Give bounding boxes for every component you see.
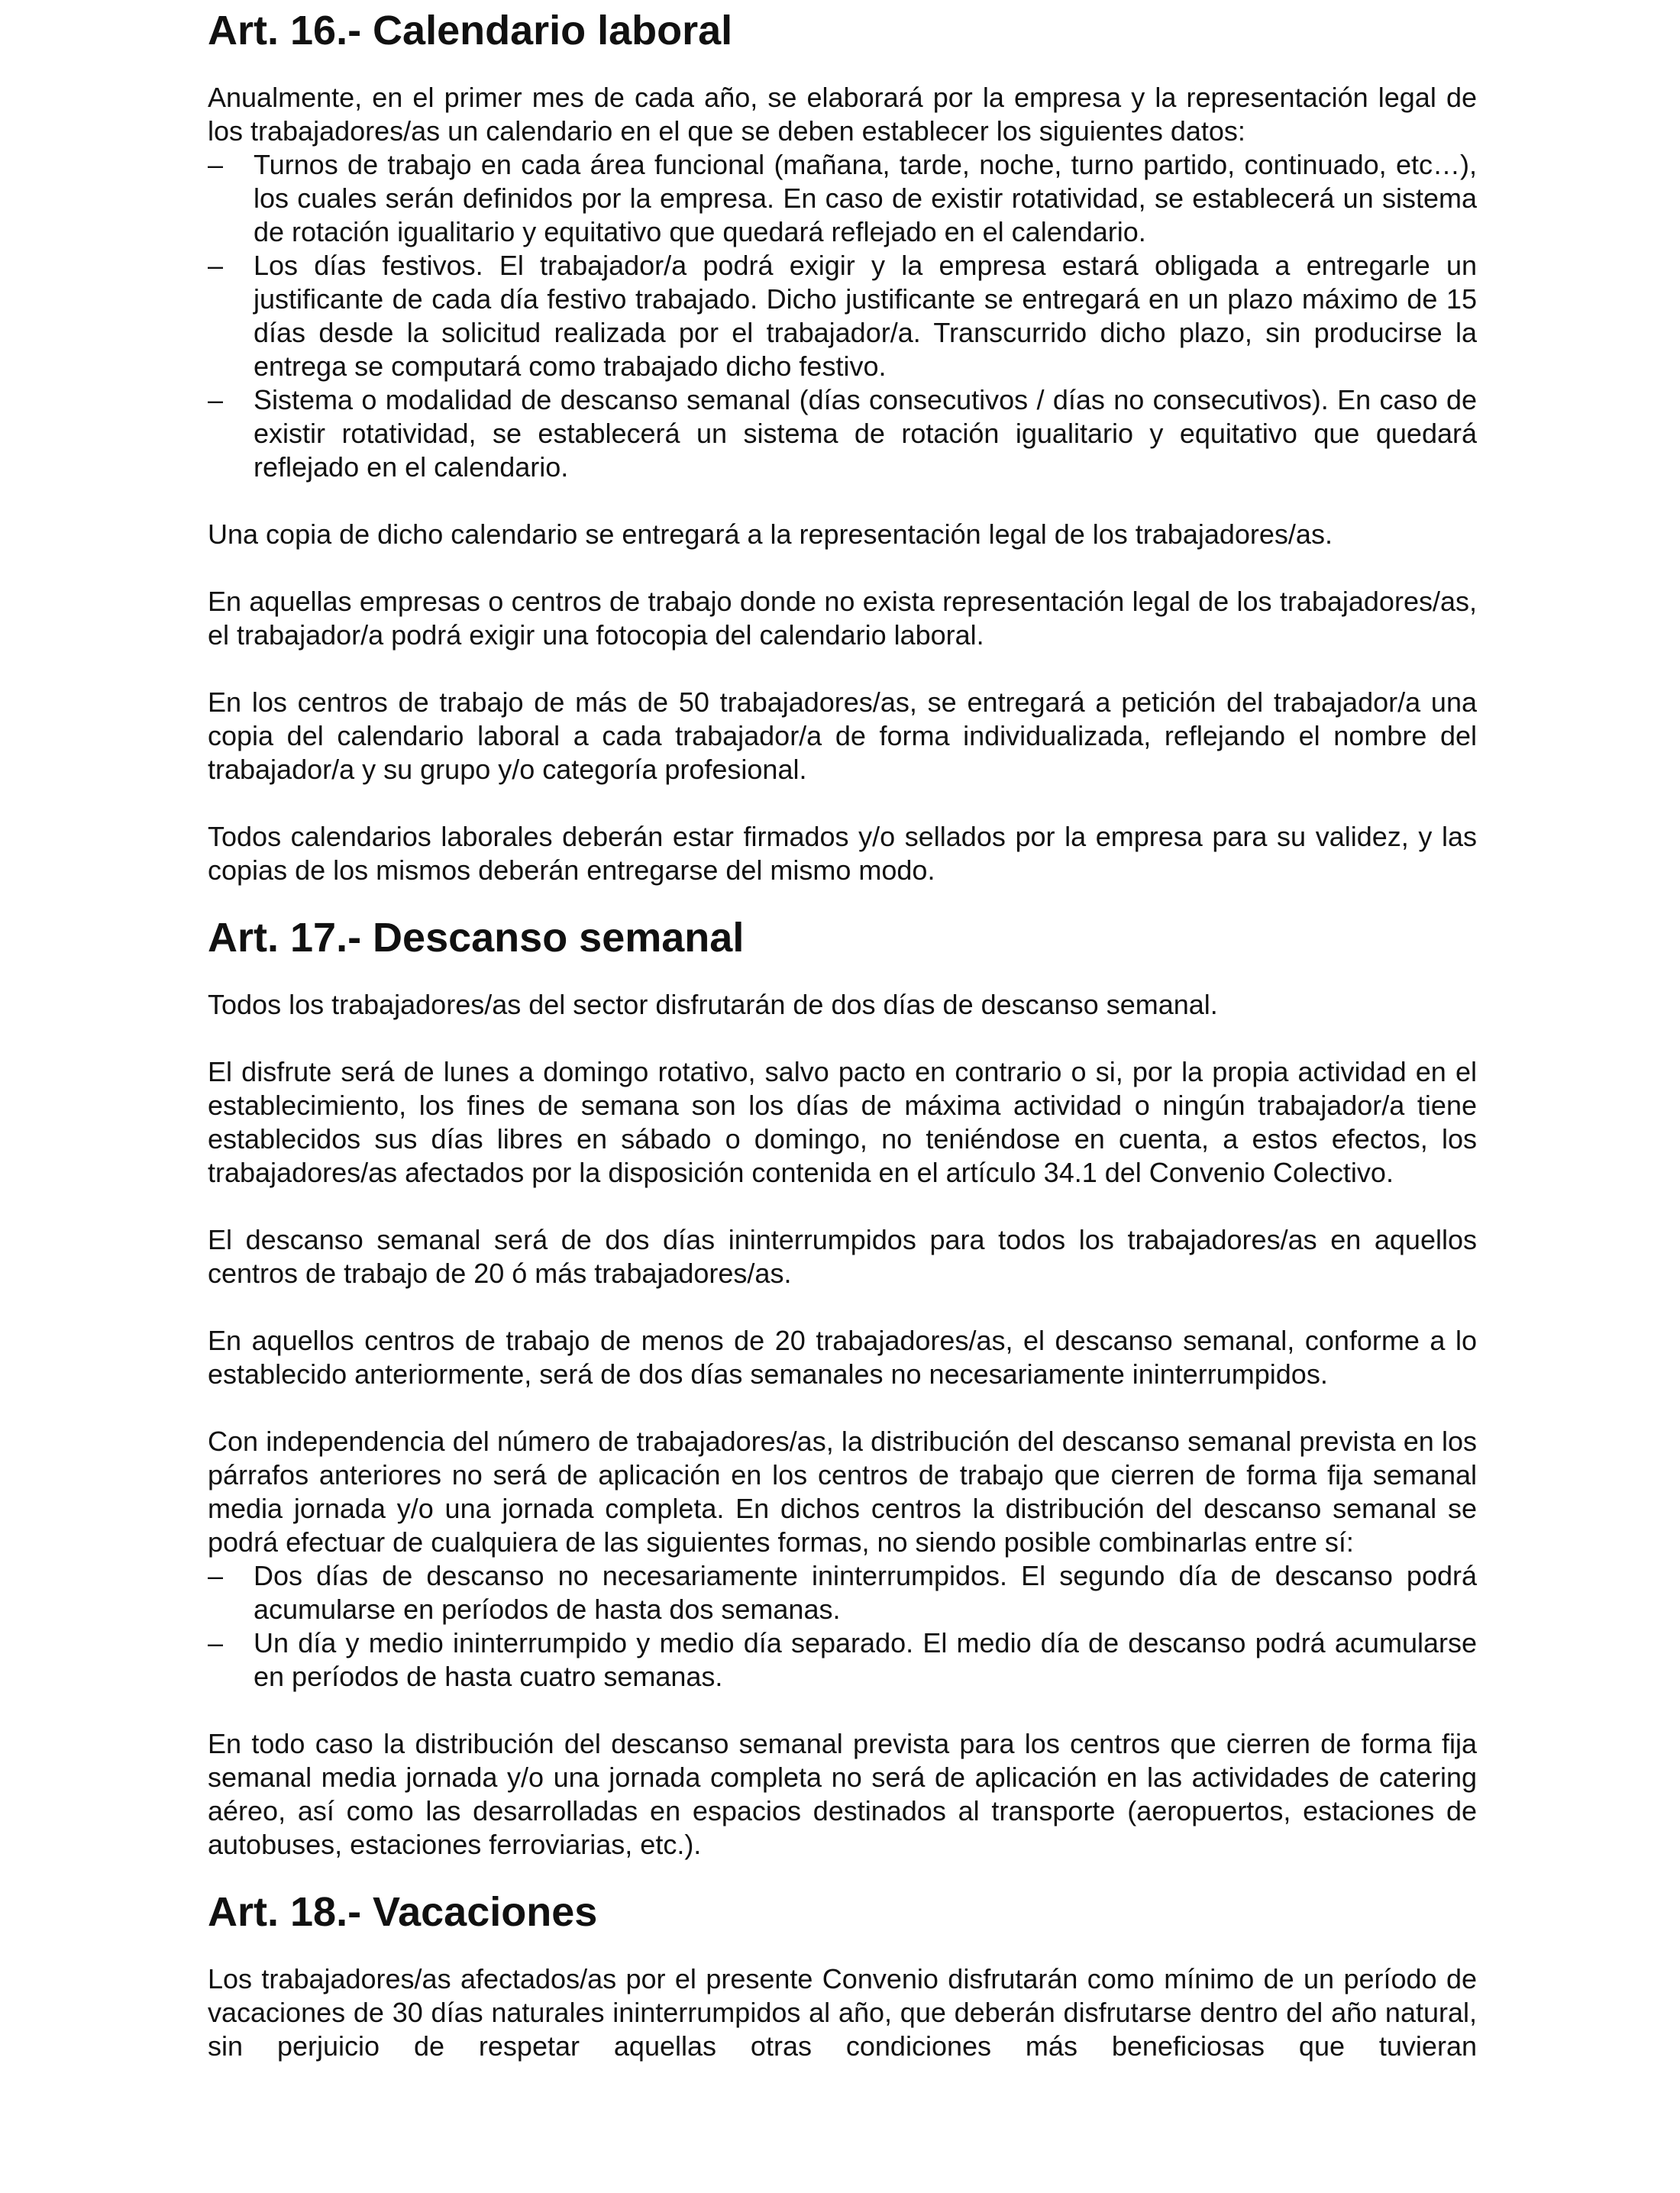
art17-paragraph-4: En aquellos centros de trabajo de menos de 20 trabajadores/as, el descanso semanal, conforme a lo establecido anteriormente, será de dos días semanales no necesariamente ininterrumpidos. — [208, 1325, 1477, 1390]
art17-paragraph-6: En todo caso la distribución del descanso semanal prevista para los centros que cierren de forma fija semanal media jornada y/o una jornada completa no será de aplicación en las actividades de catering aéreo, así como las desarrolladas en espacios destinados al transporte (aeropuertos, estaciones de autobuses, estaciones ferroviarias, etc.). — [208, 1728, 1477, 1860]
list-item-text: Turnos de trabajo en cada área funcional (mañana, tarde, noche, turno partido, continuado, etc…), los cuales serán definidos por la empresa. En caso de existir rotatividad, se establecerá un sistema de rotación igualitario y equitativo que quedará reflejado en el calendario. — [254, 149, 1477, 247]
dash-bullet: – — [208, 149, 224, 180]
list-item — [208, 1559, 1477, 1626]
list-item — [208, 1626, 1477, 1694]
list-item-text: Un día y medio ininterrumpido y medio día separado. El medio día de descanso podrá acumularse en períodos de hasta cuatro semanas. — [254, 1627, 1477, 1692]
art17-paragraph-2: El disfrute será de lunes a domingo rotativo, salvo pacto en contrario o si, por la propia actividad en el establecimiento, los fines de semana son los días de máxima actividad o ningún trabajador/a tiene establecidos sus días libres en sábado o domingo, no teniéndose en cuenta, a estos efectos, los trabajadores/as afectados por la disposición contenida en el artículo 34.1 del Convenio Colectivo. — [208, 1056, 1477, 1188]
art16-heading: Art. 16.- Calendario laboral — [208, 8, 733, 53]
list-item — [208, 148, 1477, 249]
list-item-text: Sistema o modalidad de descanso semanal (días consecutivos / días no consecutivos). En caso de existir rotatividad, se establecerá un sistema de rotación igualitario y equitativo que quedará reflejado en el calendario. — [254, 384, 1477, 483]
art16-paragraph-signed: Todos calendarios laborales deberán estar firmados y/o sellados por la empresa para su validez, y las copias de los mismos deberán entregarse del mismo modo. — [208, 821, 1477, 886]
document-page — [208, 8, 1477, 2063]
list-item — [208, 383, 1477, 484]
list-item — [208, 249, 1477, 383]
list-item-text: Dos días de descanso no necesariamente ininterrumpidos. El segundo día de descanso podrá acumularse en períodos de hasta dos semanas. — [254, 1560, 1477, 1625]
art17-list — [208, 1559, 1477, 1694]
art16-paragraph-individual: En los centros de trabajo de más de 50 trabajadores/as, se entregará a petición del trabajador/a una copia del calendario laboral a cada trabajador/a de forma individualizada, reflejando el nombre del trabajador/a y su grupo y/o categoría profesional. — [208, 686, 1477, 785]
art17-paragraph-5: Con independencia del número de trabajadores/as, la distribución del descanso semanal prevista en los párrafos anteriores no será de aplicación en los centros de trabajo que cierren de forma fija semanal media jornada y/o una jornada completa. En dichos centros la distribución del descanso semanal se podrá efectuar de cualquiera de las siguientes formas, no siendo posible combinarlas entre sí: — [208, 1426, 1477, 1558]
art16-paragraph-photocopy: En aquellas empresas o centros de trabajo donde no exista representación legal de los trabajadores/as, el trabajador/a podrá exigir una fotocopia del calendario laboral. — [208, 586, 1477, 651]
art16-paragraph-copy: Una copia de dicho calendario se entregará a la representación legal de los trabajadores/as. — [208, 518, 1333, 550]
art18-heading: Art. 18.- Vacaciones — [208, 1889, 598, 1935]
dash-bullet: – — [208, 1627, 224, 1658]
art18-paragraph-1: Los trabajadores/as afectados/as por el presente Convenio disfrutarán como mínimo de un período de vacaciones de 30 días naturales ininterrumpidos al año, que deberán disfrutarse dentro del año natural, sin perjuicio de respetar aquellas otras condiciones más beneficiosas que tuvieran — [208, 1963, 1477, 2062]
art16-list — [208, 148, 1477, 484]
dash-bullet: – — [208, 384, 224, 415]
art17-heading: Art. 17.- Descanso semanal — [208, 915, 745, 961]
dash-bullet: – — [208, 1560, 224, 1591]
art17-paragraph-3: El descanso semanal será de dos días ininterrumpidos para todos los trabajadores/as en aquellos centros de trabajo de 20 ó más trabajadores/as. — [208, 1224, 1477, 1289]
list-item-text: Los días festivos. El trabajador/a podrá exigir y la empresa estará obligada a entregarle un justificante de cada día festivo trabajado. Dicho justificante se entregará en un plazo máximo de 15 días desde la solicitud realizada por el trabajador/a. Transcurrido dicho plazo, sin producirse la entrega se computará como trabajado dicho festivo. — [254, 250, 1477, 382]
art16-intro: Anualmente, en el primer mes de cada año, se elaborará por la empresa y la representación legal de los trabajadores/as un calendario en el que se deben establecer los siguientes datos: — [208, 82, 1477, 147]
art17-paragraph-1: Todos los trabajadores/as del sector disfrutarán de dos días de descanso semanal. — [208, 989, 1218, 1020]
dash-bullet: – — [208, 250, 224, 281]
